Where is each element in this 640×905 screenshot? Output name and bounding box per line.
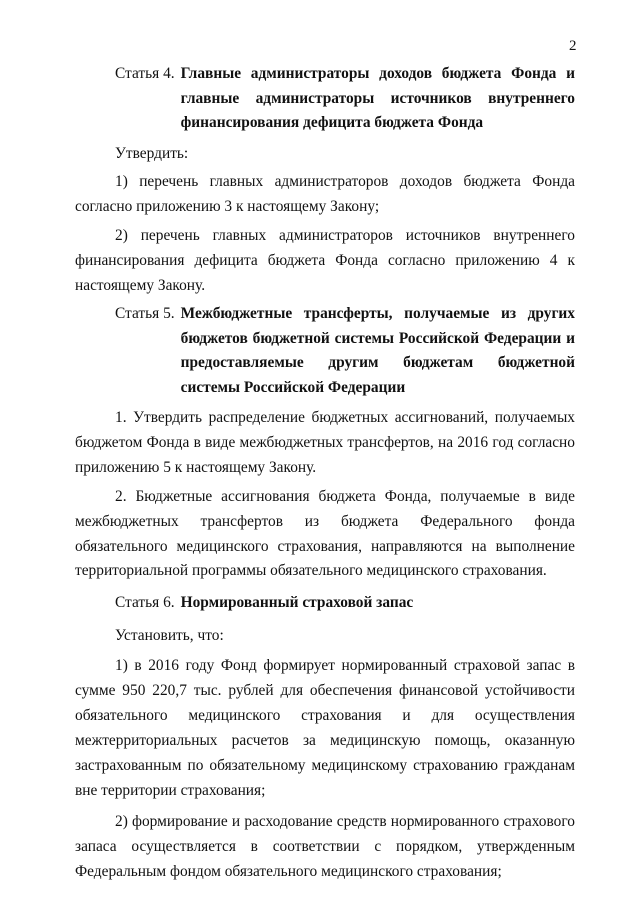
page-number: 2 [569,38,577,54]
paragraph: 2) перечень главных администраторов источников внутреннего финансирования дефицита бюджета Фонда согласно приложению 4 к настоящему Закону. [75,227,575,295]
article-6 [0,591,640,885]
article-heading [115,62,575,136]
article-heading [115,302,575,400]
paragraph: 1) перечень главных администраторов доходов бюджета Фонда согласно приложению 3 к настоящему Закону; [75,173,575,216]
article-title: Нормированный страховой запас [180,594,414,611]
paragraph: 1) в 2016 году Фонд формирует нормированный страховой запас в сумме 950 220,7 тыс. рублей для обеспечения финансовой устойчивости обязательного медицинского страхования и для осуществления межтерриториальных расчетов за медицинскую помощь, оказанную застрахованным по обязательному медицинскому страхованию гражданам вне территории страхования; [75,657,575,799]
article-5 [0,302,640,584]
article-label: Статья 4. [115,65,175,82]
paragraph: Утвердить: [115,144,189,162]
paragraph: 2) формирование и расходование средств нормированного страхового запаса осуществляется в соответствии с порядком, утвержденным Федеральным фондом обязательного медицинского страхования; [75,812,575,880]
article-4 [0,62,640,299]
article-title: Межбюджетные трансферты, получаемые из других бюджетов бюджетной системы Российской Федерации и предоставляемые другим бюджетам бюджетной системы Российской Федерации [180,305,575,396]
article-heading [115,591,575,616]
paragraph: 1. Утвердить распределение бюджетных ассигнований, получаемых бюджетом Фонда в виде межбюджетных трансфертов, на 2016 год согласно приложению 5 к настоящему Закону. [75,409,575,476]
article-title: Главные администраторы доходов бюджета Фонда и главные администраторы источников внутреннего финансирования дефицита бюджета Фонда [180,65,575,131]
article-label: Статья 5. [115,305,175,322]
paragraph: 2. Бюджетные ассигнования бюджета Фонда, получаемые в виде межбюджетных трансфертов из бюджета Федерального фонда обязательного медицинского страхования, направляются на выполнение территориальной программы обязательного медицинского страхования. [75,487,575,580]
paragraph: Установить, что: [115,626,224,644]
article-label: Статья 6. [115,594,175,611]
